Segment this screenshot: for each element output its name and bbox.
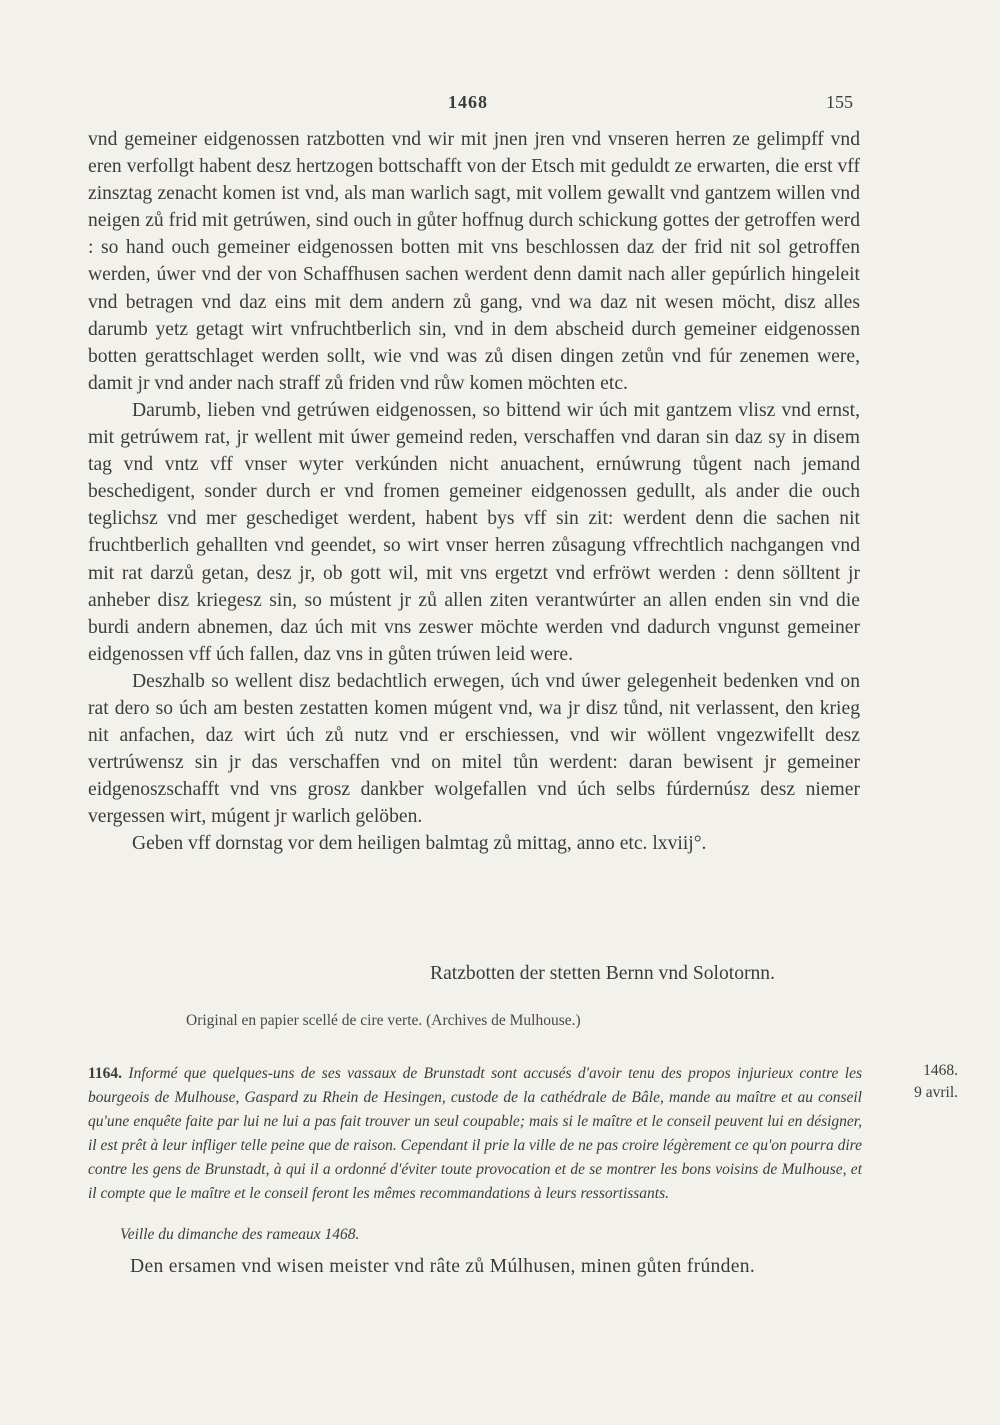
regest-paragraph (88, 1062, 862, 1206)
regest-number: 1164. (88, 1065, 123, 1082)
letter-address: Den ersamen vnd wisen meister vnd râte zů Múlhusen, minen gůten frúnden. (130, 1256, 756, 1277)
margin-date-day: 9 avril. (914, 1084, 958, 1101)
regest-veille: Veille du dimanche des rameaux 1468. (120, 1226, 360, 1243)
regest-text: Informé que quelques-uns de ses vassaux de Brunstadt sont accusés d'avoir tenu des propos injurieux contre les bourgeois de Mulhouse, Gaspard zu Rhein de Hesingen, custode de la cathédrale de Bâle, mande au maître et au conseil qu'une enquête faite par lui ne lui a pas fait trouver un seul coupable; mais si le maître et le conseil peuvent lui en désigner, il est prêt à leur infliger telle peine que de raison. Cependant il prie la ville de ne pas croire légèrement ce qu'on pourra dire contre les gens de Brunstadt, à qui il a ordonné d'éviter toute provocation et de se montrer les bons voisins de Mulhouse, et il compte que le maître et le conseil feront les mêmes recommandations à leurs ressortissants. (88, 1065, 863, 1202)
letter-dating: Geben vff dornstag vor dem heiligen balmtag zů mittag, anno etc. lxviij°. (132, 833, 707, 855)
letter-signature: Ratzbotten der stetten Bernn vnd Solotornn. (430, 963, 776, 984)
source-note: Original en papier scellé de cire verte. (Archives de Mulhouse.) (186, 1012, 581, 1029)
margin-date (878, 1060, 958, 1104)
letter-paragraph: Deszhalb so wellent disz bedachtlich erwegen, úch vnd úwer gelegenheit bedenken vnd on rat dero so úch am besten zestatten komen múgent vnd, wa jr disz tůnd, nit verlassent, den krieg nit anfachen, daz wirt úch zů nutz vnd er erschiessen, vnd wir wöllent vngezwifellt desz vertrúwensz sin jr das verschaffen vnd on mitel tůn werdent: daran bewisent jr gemeiner eidgenoszschafft vnd vns grosz dankber wolgefallen vnd úch selbs fúrdernúsz desz niemer vergessen wirt, múgent jr warlich gelöben. (88, 670, 860, 828)
letter-paragraph: Darumb, lieben vnd getrúwen eidgenossen, so bittend wir úch mit gantzem vlisz vnd ernst, mit getrúwem rat, jr wellent mit úwer gemeind reden, verschaffen vnd daran sin daz sy in disem tag vnd vntz vff vnser wyter verkúnden nicht anuachent, ernúwrung tůgent nach jemand beschedigent, sonder durch er vnd fromen gemeiner eidgenossen gedullt, als ander die ouch teglichsz vnd mer geschediget werdent, habent bys vff sin zit: werdent denn die sachen nit fruchtberlich gehallten vnd geendet, so wirt vnser herren zůsagung vffrechtlich nachgangen vnd mit rat darzů getan, desz jr, ob gott wil, mit vns ergetzt vnd erfröwt werden : denn sölltent jr anheber disz kriegesz sin, so mústent jr zů allen ziten verantwúrter an allen enden sin vnd die burdi andern abnemen, daz úch mit vns zeswer möchte werden vnd dadurch vngunst gemeiner eidgenossen vff úch fallen, daz vns in gůten trúwen leid were. (88, 399, 860, 665)
letter-body (88, 126, 860, 858)
page-number: 155 (826, 92, 853, 112)
running-head-year: 1468 (448, 92, 488, 112)
letter-paragraph: vnd gemeiner eidgenossen ratzbotten vnd wir mit jnen jren vnd vnseren herren ze gelimpff vnd eren verfollgt habent desz hertzogen bottschafft von der Etsch mit geduldt ze erwarten, die erst vff zinsztag zenacht komen ist vnd, als man warlich sagt, mit vollem gewallt vnd gantzem willen vnd neigen zů frid mit getrúwen, sind ouch in gůter hoffnug durch schickung gottes der getroffen werd : so hand ouch gemeiner eidgenossen botten mit vns beschlossen daz der frid nit sol getroffen werden, úwer vnd der von Schaffhusen sachen werdent denn damit nach aller gepúrlich hingeleit vnd betragen vnd daz eins mit dem andern zů gang, vnd wa daz nit wesen möcht, disz alles darumb yetz getagt wirt vnfruchtberlich sin, vnd in dem abscheid durch gemeiner eidgenossen botten gerattschlaget werden sollt, wie vnd was zů disen dingen zetůn vnd fúr zenemen were, damit jr vnd ander nach straff zů friden vnd růw komen möchten etc. (88, 129, 860, 394)
page-header (0, 92, 1000, 116)
margin-date-year: 1468. (923, 1062, 958, 1079)
regest-entry (88, 1062, 862, 1206)
